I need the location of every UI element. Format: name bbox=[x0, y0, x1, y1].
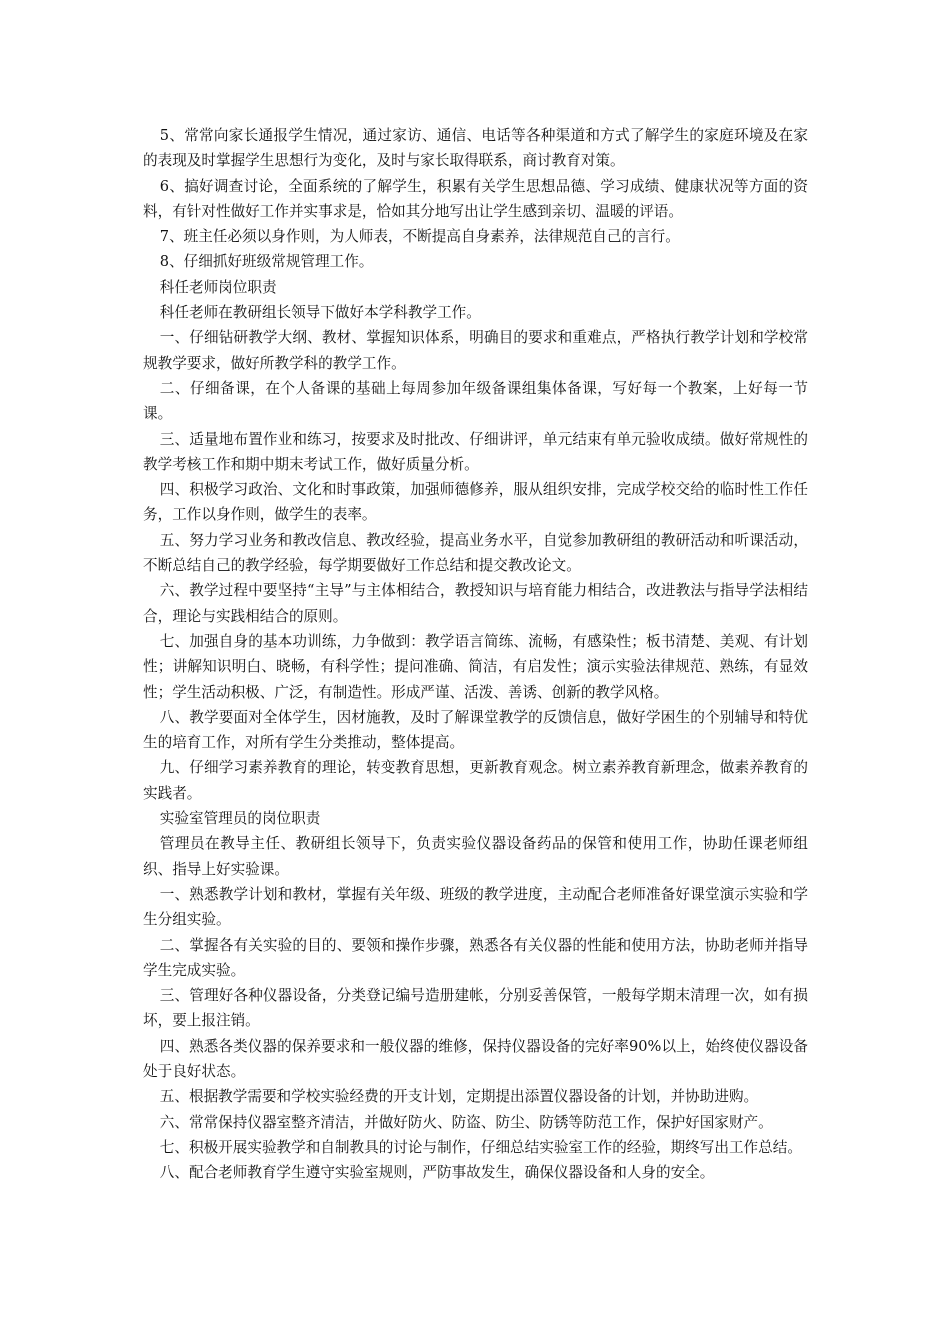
paragraph: 8、仔细抓好班级常规管理工作。 bbox=[159, 253, 374, 271]
paragraph: 四、熟悉各类仪器的保养要求和一般仪器的维修，保持仪器设备的完好率90%以上，始终使仪器设备处于良好状态。 bbox=[143, 1037, 808, 1080]
paragraph: 七、加强自身的基本功训练，力争做到：教学语言简练、流畅，有感染性；板书清楚、美观、有计划性；讲解知识明白、晓畅，有科学性；提问准确、简洁，有启发性；演示实验法律规范、熟练，有显效性；学生活动积极、广泛，有制造性。形成严谨、活泼、善诱、创新的教学风格。 bbox=[143, 632, 808, 701]
paragraph: 九、仔细学习素养教育的理论，转变教育思想，更新教育观念。树立素养教育新理念，做素养教育的实践者。 bbox=[143, 759, 808, 802]
paragraph: 六、常常保持仪器室整齐清洁，并做好防火、防盗、防尘、防锈等防范工作，保护好国家财产。 bbox=[159, 1113, 773, 1131]
paragraph: 三、适量地布置作业和练习，按要求及时批改、仔细讲评，单元结束有单元验收成绩。做好常规性的教学考核工作和期中期末考试工作，做好质量分析。 bbox=[143, 430, 808, 473]
section-heading: 实验室管理员的岗位职责 bbox=[159, 810, 321, 828]
paragraph: 二、仔细备课，在个人备课的基础上每周参加年级备课组集体备课，写好每一个教案，上好每一节课。 bbox=[143, 379, 808, 423]
paragraph: 二、掌握各有关实验的目的、要领和操作步骤，熟悉各有关仪器的性能和使用方法，协助老师并指导学生完成实验。 bbox=[143, 936, 808, 979]
paragraph: 五、根据教学需要和学校实验经费的开支计划，定期提出添置仪器设备的计划，并协助进购。 bbox=[159, 1088, 759, 1106]
paragraph: 管理员在教导主任、教研组长领导下，负责实验仪器设备药品的保管和使用工作，协助任课老师组织、指导上好实验课。 bbox=[143, 835, 808, 878]
paragraph: 五、努力学习业务和教改信息、教改经验，提高业务水平，自觉参加教研组的教研活动和听课活动，不断总结自己的教学经验，每学期要做好工作总结和提交教改论文。 bbox=[143, 531, 808, 575]
paragraph: 科任老师在教研组长领导下做好本学科教学工作。 bbox=[159, 304, 481, 322]
paragraph: 八、教学要面对全体学生，因材施教，及时了解课堂教学的反馈信息，做好学困生的个别辅导和特优生的培育工作，对所有学生分类推动，整体提高。 bbox=[143, 708, 808, 752]
paragraph: 7、班主任必须以身作则，为人师表，不断提高自身素养，法律规范自己的言行。 bbox=[159, 228, 680, 246]
paragraph: 一、熟悉教学计划和教材，掌握有关年级、班级的教学进度，主动配合老师准备好课堂演示实验和学生分组实验。 bbox=[143, 885, 808, 929]
document-body bbox=[143, 123, 808, 1185]
paragraph: 三、管理好各种仪器设备，分类登记编号造册建帐，分别妥善保管，一般每学期末清理一次，如有损坏，要上报注销。 bbox=[143, 987, 808, 1030]
paragraph: 六、教学过程中要坚持“主导”与主体相结合，教授知识与培育能力相结合，改进教法与指导学法相结合，理论与实践相结合的原则。 bbox=[143, 582, 808, 625]
paragraph: 5、常常向家长通报学生情况，通过家访、通信、电话等各种渠道和方式了解学生的家庭环境及在家的表现及时掌握学生思想行为变化，及时与家长取得联系，商讨教育对策。 bbox=[143, 127, 808, 170]
paragraph: 八、配合老师教育学生遵守实验室规则，严防事故发生，确保仪器设备和人身的安全。 bbox=[159, 1164, 715, 1182]
section-heading: 科任老师岗位职责 bbox=[159, 278, 277, 296]
paragraph: 七、积极开展实验教学和自制教具的讨论与制作，仔细总结实验室工作的经验，期终写出工作总结。 bbox=[159, 1138, 802, 1156]
paragraph: 6、搞好调查讨论，全面系统的了解学生，积累有关学生思想品德、学习成绩、健康状况等方面的资料，有针对性做好工作并实事求是，恰如其分地写出让学生感到亲切、温暖的评语。 bbox=[143, 177, 808, 220]
paragraph: 一、仔细钻研教学大纲、教材、掌握知识体系，明确目的要求和重难点，严格执行教学计划和学校常规教学要求，做好所教学科的教学工作。 bbox=[143, 329, 808, 372]
paragraph: 四、积极学习政治、文化和时事政策，加强师德修养，服从组织安排，完成学校交给的临时性工作任务，工作以身作则，做学生的表率。 bbox=[143, 481, 808, 524]
